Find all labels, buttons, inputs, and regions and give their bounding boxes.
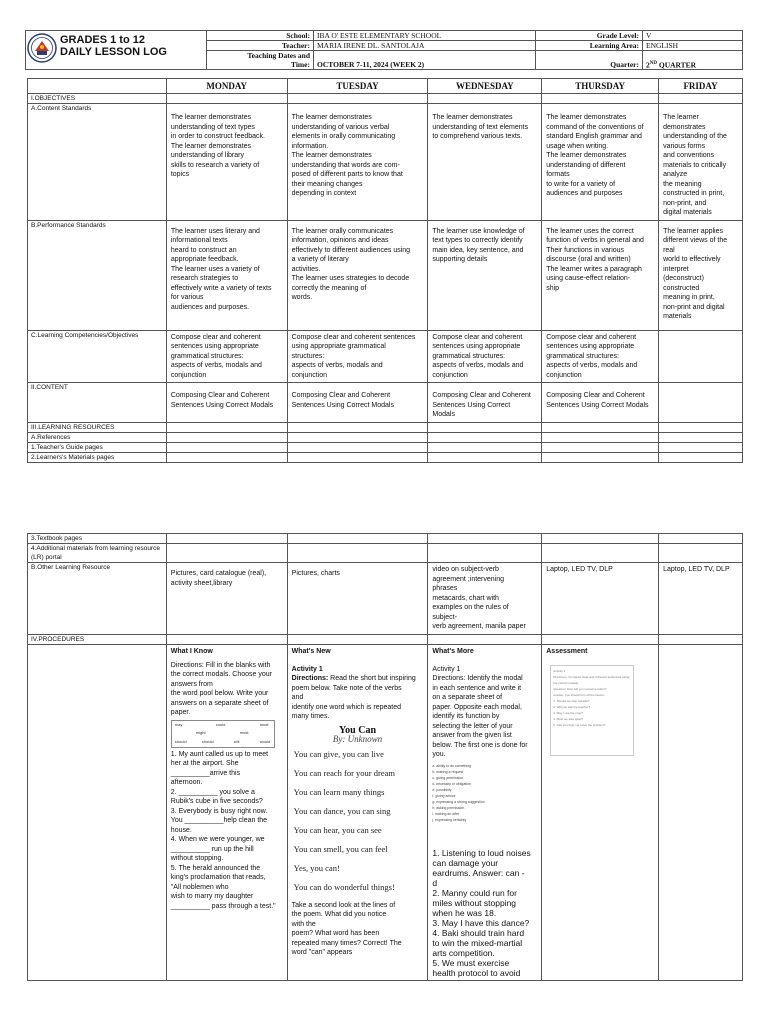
competency-friday <box>659 330 743 383</box>
row-label-procedures: IV.PROCEDURES <box>28 635 167 645</box>
lesson-log-table-2 <box>27 533 743 981</box>
wednesday-activity: Activity 1 <box>432 665 461 673</box>
quarter-value <box>643 51 743 70</box>
poem-title: You Can <box>339 724 377 736</box>
school-label: School: <box>207 31 314 41</box>
procedure-friday <box>659 645 743 981</box>
row-label-content: II.CONTENT <box>28 383 167 423</box>
quarter-label: Quarter: <box>536 51 643 70</box>
performance-standard-monday: The learner uses literary and informational texts heard to construct an appropriate feedback. The learner uses a variety of research strategies to effectively write a variety of texts for various audiences and purposes. <box>166 220 287 330</box>
competency-monday: Compose clear and coherent sentences using appropriate grammatical structures: aspects of verbs, modals and conjunction <box>166 330 287 383</box>
day-header-friday: FRIDAY <box>659 79 743 94</box>
word-pool-word: might <box>195 729 206 735</box>
dates-label-1: Teaching Dates and <box>247 51 310 60</box>
content-friday <box>659 383 743 423</box>
content-standard-wednesday: The learner demonstrates understanding of text elements to comprehend various texts. <box>428 104 542 221</box>
log-title-line1: GRADES 1 to 12 <box>60 34 145 46</box>
teacher-label: Teacher: <box>207 41 314 51</box>
day-header-tuesday: TUESDAY <box>287 79 428 94</box>
wednesday-directions: Directions: Identify the modal in each sentence and write it on a separate sheet of paper. Opposite each modal, identify its function by selecting the letter of your answer from the given list below. The first one is done for you. <box>432 675 528 758</box>
row-label-objectives: I.OBJECTIVES <box>28 94 167 104</box>
content-standard-monday: The learner demonstrates understanding of text types in order to construct feedback. The learner demonstrates understanding of library skills to research a variety of topics <box>166 104 287 221</box>
content-standard-thursday: The learner demonstrates command of the conventions of standard English grammar and usage when writing. The learner demonstrates understanding of different formats to write for a variety of audiences and purposes <box>542 104 659 221</box>
content-standard-friday: The learner demonstrates understanding of the various forms and conventions materials to critically analyze the meaning constructed in print, non-print, and digital materials <box>659 104 743 221</box>
performance-standard-tuesday: The learner orally communicates information, opinions and ideas effectively to different audiences using a variety of literary activities. The learner uses strategies to decode correctly the meaning of words. <box>287 220 428 330</box>
other-resource-wednesday: video on subject-verb agreement ;intervening phrases metacards, chart with examples on the rules of subject- verb agreement, manila paper <box>428 563 542 635</box>
word-pool-word: should <box>174 738 187 744</box>
procedure-monday <box>166 645 287 981</box>
tuesday-directions-label: Directions: <box>291 675 329 682</box>
competency-thursday: Compose clear and coherent sentences using appropriate grammatical structures: aspects of verbs, modals and conjunction <box>542 330 659 383</box>
tuesday-directions <box>292 674 424 722</box>
row-label-competencies: C.Learning Competencies/Objectives <box>28 330 167 383</box>
procedure-tuesday <box>287 645 428 981</box>
poem-body: You can give, you can live You can reach for your dream You can learn many things You can dance, you can sing You can hear, you can see You can smell, you can feel Yes, you can! You can do wonderful things! <box>293 748 395 892</box>
quarter-sup: ND <box>649 60 657 66</box>
row-label-performance-standards: B.Performance Standards <box>28 220 167 330</box>
monday-heading: What I Know <box>170 648 213 655</box>
grade-value: V <box>643 31 743 41</box>
performance-standard-wednesday: The learner use knowledge of text types to correctly identify main idea, key sentence, and supporting details <box>428 220 542 330</box>
word-pool-word: should <box>201 738 214 744</box>
info-table <box>206 30 743 70</box>
lesson-log-table-1 <box>27 78 743 463</box>
day-header-wednesday: WEDNESDAY <box>428 79 542 94</box>
row-label-resources: III.LEARNING RESOURCES <box>28 422 167 432</box>
log-title <box>60 34 167 58</box>
other-resource-tuesday: Pictures, charts <box>287 563 428 635</box>
other-resource-monday: Pictures, card catalogue (real), activity sheet,library <box>166 563 287 635</box>
row-label-teachers-guide: 1.Teacher's Guide pages <box>28 442 167 452</box>
word-pool-word: may <box>174 721 183 727</box>
other-resource-friday: Laptop, LED TV, DLP <box>659 563 743 635</box>
content-wednesday: Composing Clear and Coherent Sentences Using Correct Modals <box>428 383 542 423</box>
teacher-value: MARIA IRENE DL. SANTOLAJA <box>314 41 536 51</box>
tuesday-heading: What's New <box>291 648 331 655</box>
dates-label-2: Time: <box>290 60 310 69</box>
poem-author: By: Unknown <box>332 734 383 744</box>
row-label-references: A.References <box>28 432 167 442</box>
corner-cell <box>28 79 167 94</box>
procedures-label-cell <box>28 645 167 981</box>
log-title-line2: DAILY LESSON LOG <box>60 46 167 58</box>
other-resource-thursday: Laptop, LED TV, DLP <box>542 563 659 635</box>
quarter-num: 2 <box>646 60 650 69</box>
tuesday-after-text: Take a second look at the lines of the poem. What did you notice with the poem? What word has been repeated many times? Correct! The word "can" appears <box>291 901 402 956</box>
word-pool-word: would <box>259 738 271 744</box>
content-thursday: Composing Clear and Coherent Sentences Using Correct Modals <box>542 383 659 423</box>
competency-tuesday: Compose clear and coherent sentences using appropriate grammatical structures: aspects of verbs, modals and conjunction <box>287 330 428 383</box>
monday-directions: Directions: Fill in the blanks with the correct modals. Choose your answers from the word pool below. Write your answers on a separate sheet of paper. <box>170 661 272 716</box>
tuesday-directions-text: Read the short but inspiring poem below. Take note of the verbs and identify one word which is repeated many times. <box>291 675 416 720</box>
row-label-other-resource: B.Other Learning Resource <box>28 563 167 635</box>
dates-label <box>207 51 314 70</box>
performance-standard-thursday: The learner uses the correct function of verbs in general and Their functions in various discourse (oral and written) The learner writes a paragraph using cause-effect relation- ship <box>542 220 659 330</box>
competency-wednesday: Compose clear and coherent sentences using appropriate grammatical structures: aspects of verbs, modals and conjunction <box>428 330 542 383</box>
thursday-heading: Assessment <box>546 648 588 655</box>
area-label: Learning Area: <box>536 41 643 51</box>
word-pool-box <box>171 720 275 748</box>
word-pool-word: must <box>259 721 269 727</box>
row-label-content-standards: A.Content Standards <box>28 104 167 221</box>
content-tuesday: Composing Clear and Coherent Sentences Using Correct Modals <box>287 383 428 423</box>
school-value: IBA O' ESTE ELEMENTARY SCHOOL <box>314 31 536 41</box>
dates-value: OCTOBER 7-11, 2024 (WEEK 2) <box>314 51 536 70</box>
word-pool-word: must <box>239 729 249 735</box>
grade-label: Grade Level: <box>536 31 643 41</box>
wednesday-heading: What's More <box>432 648 474 655</box>
day-header-thursday: THURSDAY <box>542 79 659 94</box>
quarter-rest: QUARTER <box>656 60 697 69</box>
content-standard-tuesday: The learner demonstrates understanding of various verbal elements in orally communicating information. The learner demonstrates understanding that words are com- posed of different parts to know that their meaning changes depending in context <box>287 104 428 221</box>
tuesday-activity: Activity 1 <box>291 665 323 673</box>
procedure-wednesday <box>428 645 542 981</box>
word-pool-word: could <box>215 721 226 727</box>
deped-seal-icon <box>27 33 57 63</box>
row-label-learners-materials: 2.Learners's Materials pages <box>28 452 167 462</box>
content-monday: Composing Clear and Coherent Sentences Using Correct Modals <box>166 383 287 423</box>
wednesday-items: 1. Listening to loud noises can damage your eardrums. Answer: can - d 2. Manny could run for miles without stopping when he was 18. 3. May I have this dance? 4. Baki should train hard to win the mixed-martial arts competition. 5. We must exercise health protocol to avoid <box>432 847 531 978</box>
monday-items: 1. My aunt called us up to meet her at the airport. She __________arrive this afternoon. 2. __________ you solve a Rubik's cube in five seconds? 3. Everybody is busy right now. You __________help clean the house. 4. When we were younger, we __________ run up the hill without stopping. 5. The herald announced the king's proclamation that reads, "All noblemen who wish to marry my daughter __________ pass through a test." <box>170 750 276 910</box>
area-value: ENGLISH <box>643 41 743 51</box>
day-header-monday: MONDAY <box>166 79 287 94</box>
word-pool-word: will <box>233 738 240 744</box>
performance-standard-friday: The learner applies different views of the real world to effectively interpret (deconstruct) constructed meaning in print, non-print and digital materials <box>659 220 743 330</box>
function-choices-list: a. ability to do something b. making a request c. giving permission d. necessity or obligation e. possibility f. giving advice g. expressing a strong suggestion h. asking permission i. making an offer j. expressing certainty <box>432 763 485 822</box>
assessment-thumbnail: Activity 1 Directions: Compose clear and coherent sentences using the correct modals. Question: How will you conserve water? Answer: You should turn off the faucet. 1. Should we stop outside? 2. Will you ask the teacher? 3. May I use the map? 4. Must we stay quiet? 5. Can you help me solve the problem? <box>550 665 634 756</box>
row-label-additional-materials: 4.Additional materials from learning resource (LR) portal <box>28 544 167 563</box>
procedure-thursday <box>542 645 659 981</box>
row-label-textbook: 3.Textbook pages <box>28 534 167 544</box>
